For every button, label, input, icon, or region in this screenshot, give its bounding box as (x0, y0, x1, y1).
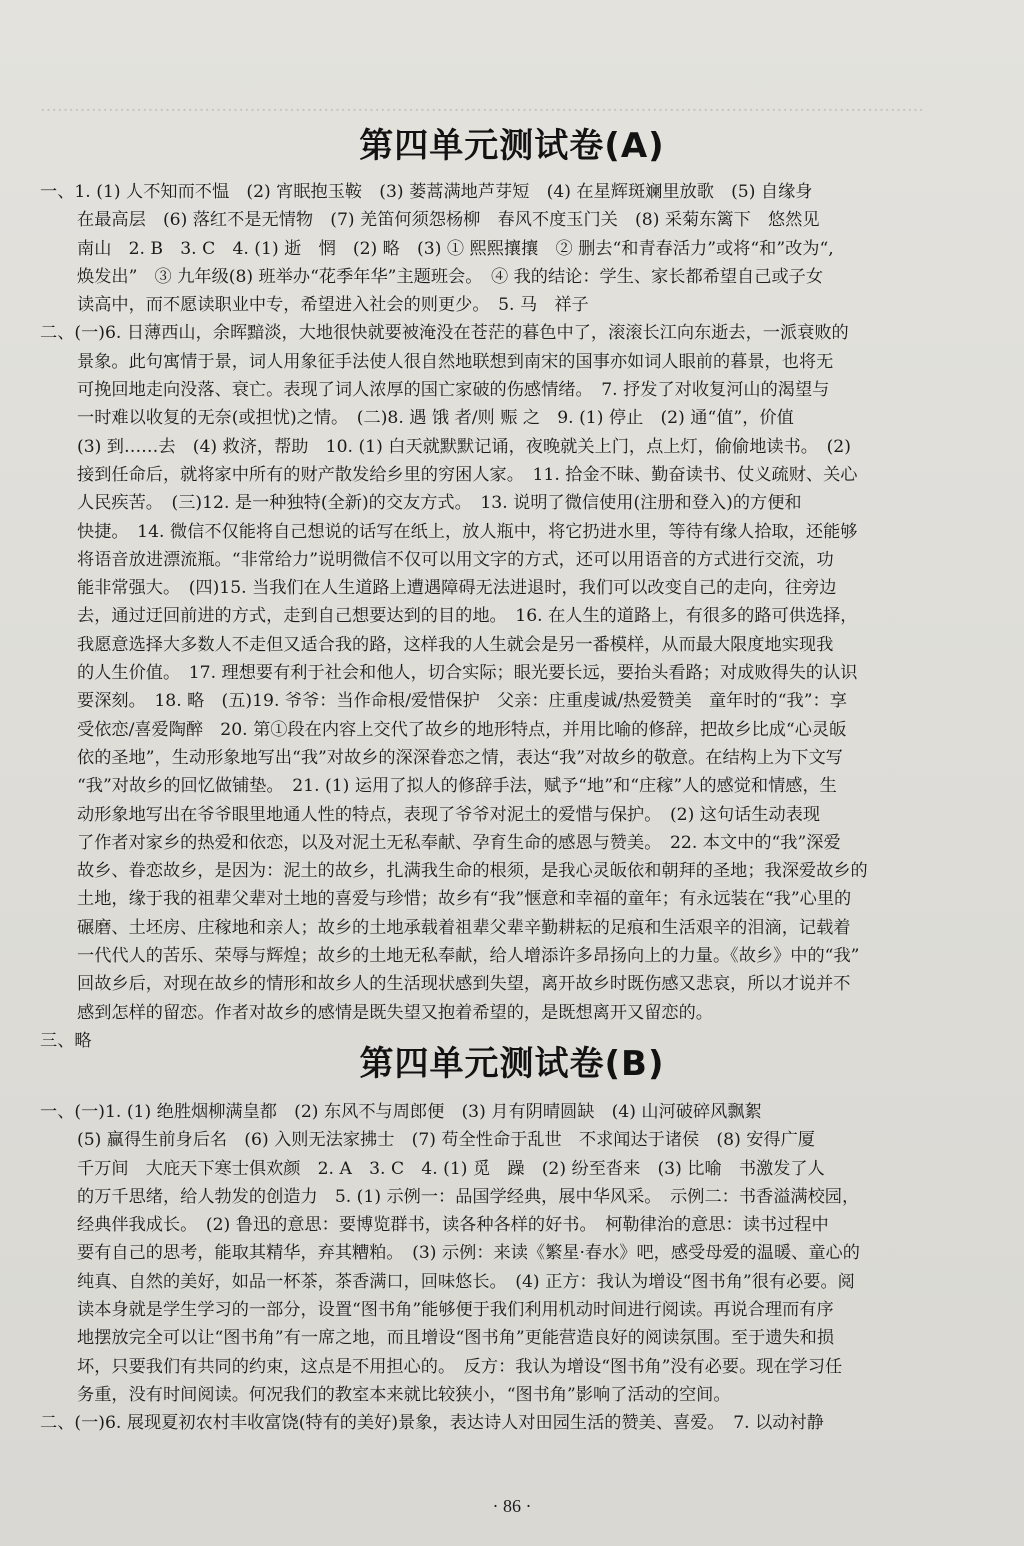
answer-line: (3) 到……去 (4) 救济，帮助 10. (1) 白天就默默记诵，夜晚就关上门，点上灯，偷偷地读书。 (2) (77, 436, 851, 457)
section-b-answers (40, 1098, 990, 1438)
answer-line: 在最高层 (6) 落红不是无情物 (7) 羌笛何须怨杨柳 春风不度玉门关 (8) 采菊东篱下 悠然见 (77, 210, 820, 231)
answer-line: 回故乡后，对现在故乡的情形和故乡人的生活现状感到失望，离开故乡时既伤感又悲哀，所以才说并不 (77, 974, 851, 995)
section-b-title: 第四单元测试卷(B) (359, 1044, 665, 1084)
answer-line: 一、1. (1) 人不知而不愠 (2) 宵眠抱玉鞍 (3) 蒌蒿满地芦芽短 (4) 在星辉斑斓里放歌 (5) 自缘身 (40, 182, 813, 202)
answer-line: 的万千思绪，给人勃发的创造力 5. (1) 示例一：品国学经典，展中华风采。 示例二：书香溢满校园， (77, 1186, 860, 1207)
answer-line: 故乡、眷恋故乡，是因为：泥土的故乡，扎满我生命的根须，是我心灵皈依和朝拜的圣地；我深爱故乡的 (77, 861, 868, 882)
answer-line: 我愿意选择大多数人不走但又适合我的路，这样我的人生就会是另一番模样，从而最大限度地实现我 (77, 634, 834, 655)
answer-line: “我”对故乡的回忆做铺垫。 21. (1) 运用了拟人的修辞手法，赋予“地”和“庄稼”人的感觉和情感，生 (77, 776, 837, 797)
answer-line: 将语音放进漂流瓶。“非常给力”说明微信不仅可以用文字的方式，还可以用语音的方式进行交流，功 (77, 549, 834, 570)
answer-line: 受依恋/喜爱陶醉 20. 第①段在内容上交代了故乡的地形特点，并用比喻的修辞，把故乡比成“心灵皈 (77, 719, 847, 740)
answer-line: 读本身就是学生学习的一部分，设置“图书角”能够便于我们利用机动时间进行阅读。再说合理而有序 (77, 1300, 834, 1321)
answer-line: 焕发出” ③ 九年级(8) 班举办“花季年华”主题班会。 ④ 我的结论：学生、家长都希望自己或子女 (77, 266, 824, 287)
answer-line: 读高中，而不愿读职业中专，希望进入社会的则更少。 5. 马 祥子 (77, 295, 589, 316)
answer-line: 景象。此句寓情于景，词人用象征手法使人很自然地联想到南宋的国事亦如词人眼前的暮景，也将无 (77, 351, 834, 372)
answer-line: 依的圣地”，生动形象地写出“我”对故乡的深深眷恋之情，表达“我”对故乡的敬意。在结构上为下文写 (77, 747, 843, 768)
answer-line: 要深刻。 18. 略 (五)19. 爷爷：当作命根/爱惜保护 父亲：庄重虔诚/热爱赞美 童年时的“我”：享 (77, 691, 847, 712)
answer-line: 土地，缘于我的祖辈父辈对土地的喜爱与珍惜；故乡有“我”惬意和幸福的童年；有永远装在“我”心里的 (77, 889, 852, 910)
answer-line: 去，通过迂回前进的方式，走到自己想要达到的目的地。 16. 在人生的道路上，有很多的路可供选择， (77, 606, 858, 627)
answer-line: 千万间 大庇天下寒士俱欢颜 2. A 3. C 4. (1) 觅 躁 (2) 纷至沓来 (3) 比喻 书激发了人 (77, 1158, 825, 1179)
answer-line: 二、(一)6. 日薄西山，余晖黯淡，大地很快就要被淹没在苍茫的暮色中了，滚滚长江向东逝去，一派衰败的 (40, 323, 849, 344)
answer-line: 要有自己的思考，能取其精华，弃其糟粕。 (3) 示例：来读《繁星·春水》吧，感受母爱的温暖、童心的 (77, 1243, 860, 1264)
answer-line: 南山 2. B 3. C 4. (1) 逝 惘 (2) 略 (3) ① 熙熙攘攘 ② 删去“和青春活力”或将“和”改为“, (77, 238, 834, 259)
answer-line: 地摆放完全可以让“图书角”有一席之地，而且增设“图书角”更能营造良好的阅读氛围。至于遗失和损 (77, 1328, 835, 1349)
answer-line: 经典伴我成长。 (2) 鲁迅的意思：要博览群书，读各种各样的好书。 柯勒律治的意思：读书过程中 (77, 1215, 829, 1236)
answer-line: 了作者对家乡的热爱和依恋，以及对泥土无私奉献、孕育生命的感恩与赞美。 22. 本文中的“我”深爱 (77, 832, 841, 853)
answer-line: 的人生价值。 17. 理想要有利于社会和他人，切合实际；眼光要长远，要抬头看路；对成败得失的认识 (77, 663, 858, 684)
bleed-through-text: ………………………………………………………………………………………………………………………………………… (40, 96, 924, 116)
answer-line: 一代代人的苦乐、荣辱与辉煌；故乡的土地无私奉献，给人增添许多昂扬向上的力量。《故乡》中的“我” (77, 946, 860, 967)
answer-line: 二、(一)6. 展现夏初农村丰收富饶(特有的美好)景象，表达诗人对田园生活的赞美、喜爱。 7. 以动衬静 (40, 1413, 824, 1434)
section-a-answers (40, 178, 990, 1055)
answer-line: 可挽回地走向没落、衰亡。表现了词人浓厚的国亡家破的伤感情绪。 7. 抒发了对收复河山的渴望与 (77, 380, 830, 401)
page-number: · 86 · (492, 1496, 532, 1516)
answer-line: 一、(一)1. (1) 绝胜烟柳满皇都 (2) 东风不与周郎便 (3) 月有阴晴圆缺 (4) 山河破碎风飘絮 (40, 1102, 762, 1122)
answer-line: (5) 赢得生前身后名 (6) 入则无法家拂士 (7) 苟全性命于乱世 不求闻达于诸侯 (8) 安得广厦 (77, 1130, 815, 1151)
section-a-title: 第四单元测试卷(A) (359, 126, 665, 166)
answer-line: 纯真、自然的美好，如品一杯茶，茶香满口，回味悠长。 (4) 正方：我认为增设“图书角”很有必要。阅 (77, 1271, 855, 1292)
answer-line: 碾磨、土坯房、庄稼地和亲人；故乡的土地承载着祖辈父辈辛勤耕耘的足痕和生活艰辛的泪滴，记载着 (77, 917, 851, 938)
answer-line: 动形象地写出在爷爷眼里地通人性的特点，表现了爷爷对泥土的爱惜与保护。 (2) 这句话生动表现 (77, 804, 821, 825)
answer-line: 三、略 (40, 1030, 92, 1051)
answer-line: 务重，没有时间阅读。何况我们的教室本来就比较狭小，“图书角”影响了活动的空间。 (77, 1384, 731, 1405)
answer-line: 感到怎样的留恋。作者对故乡的感情是既失望又抱着希望的，是既想离开又留恋的。 (77, 1002, 713, 1023)
answer-line: 快捷。 14. 微信不仅能将自己想说的话写在纸上，放人瓶中，将它扔进水里，等待有缘人拾取，还能够 (77, 521, 858, 542)
answer-line: 接到任命后，就将家中所有的财产散发给乡里的穷困人家。 11. 拾金不昧、勤奋读书、仗义疏财、关心 (77, 464, 858, 485)
answer-line: 坏，只要我们有共同的约束，这点是不用担心的。 反方：我认为增设“图书角”没有必要。现在学习任 (77, 1356, 843, 1377)
answer-line: 人民疾苦。 (三)12. 是一种独特(全新)的交友方式。 13. 说明了微信使用(注册和登入)的方便和 (77, 493, 802, 514)
answer-line: 一时难以收复的无奈(或担忧)之情。 (二)8. 遇 饿 者/则 赈 之 9. (1) 停止 (2) 通“值”，价值 (77, 408, 794, 429)
answer-line: 能非常强大。 (四)15. 当我们在人生道路上遭遇障碍无法进退时，我们可以改变自己的走向，往旁边 (77, 578, 837, 599)
